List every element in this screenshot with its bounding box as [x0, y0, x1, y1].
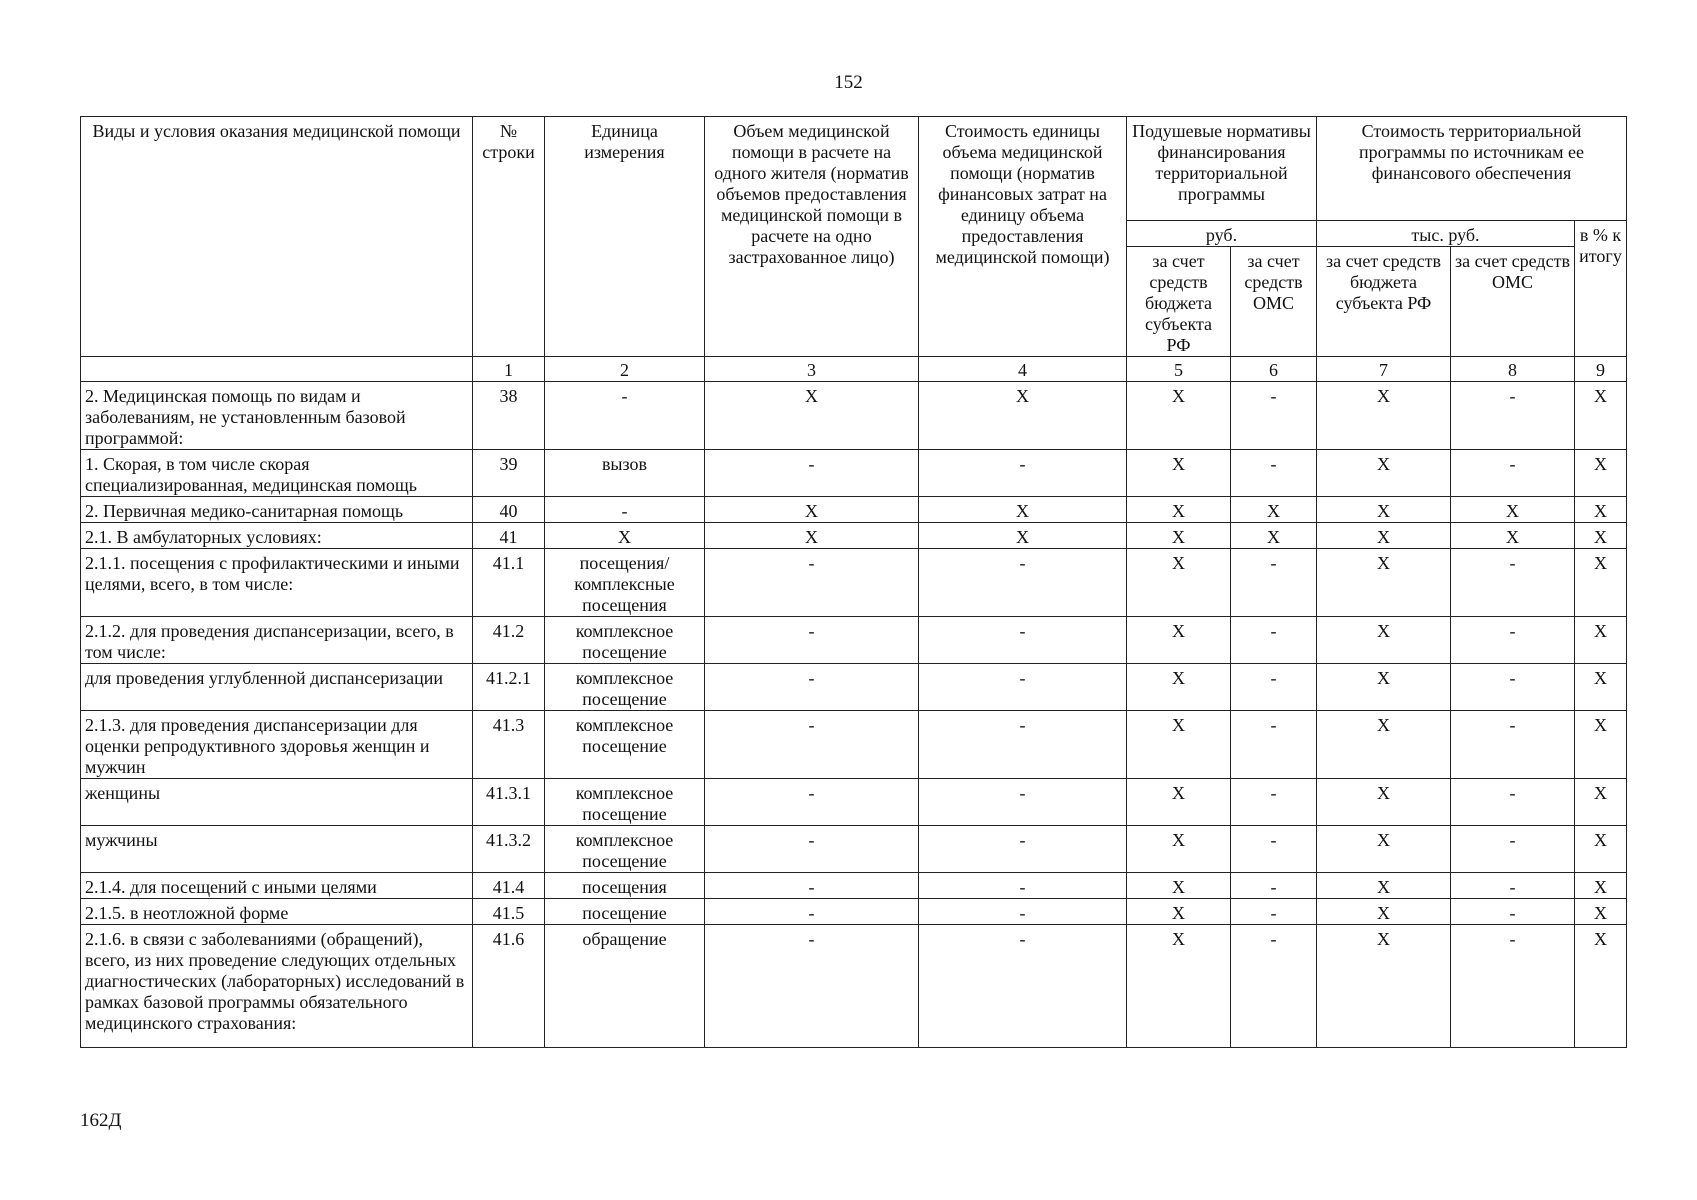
row-cost-budget: X	[1317, 523, 1451, 549]
row-label: женщины	[81, 779, 473, 826]
row-unit-cost: -	[919, 711, 1127, 779]
row-cost-oms: -	[1451, 664, 1575, 711]
row-cost-budget: X	[1317, 497, 1451, 523]
row-label: 1. Скорая, в том числе скорая специализированная, медицинская помощь	[81, 450, 473, 497]
row-label: 2. Первичная медико-санитарная помощь	[81, 497, 473, 523]
column-number-row	[81, 357, 1627, 382]
row-per-capita-oms: -	[1231, 664, 1317, 711]
row-cost-oms: -	[1451, 711, 1575, 779]
table-row	[81, 899, 1627, 925]
table-row	[81, 450, 1627, 497]
row-label: 2.1.5. в неотложной форме	[81, 899, 473, 925]
row-unit: обращение	[545, 925, 705, 1048]
row-volume: -	[705, 826, 919, 873]
row-per-capita-oms: -	[1231, 925, 1317, 1048]
row-pct-total: X	[1575, 450, 1627, 497]
row-cost-oms: -	[1451, 826, 1575, 873]
row-volume: X	[705, 497, 919, 523]
row-cost-oms: -	[1451, 549, 1575, 617]
row-unit-cost: -	[919, 899, 1127, 925]
row-per-capita-oms: -	[1231, 779, 1317, 826]
column-number: 4	[919, 357, 1127, 382]
row-cost-oms: X	[1451, 497, 1575, 523]
row-label: мужчины	[81, 826, 473, 873]
row-pct-total: X	[1575, 779, 1627, 826]
row-label: для проведения углубленной диспансеризации	[81, 664, 473, 711]
row-unit-cost: X	[919, 523, 1127, 549]
table-body	[81, 382, 1627, 1048]
row-label: 2. Медицинская помощь по видам и заболеваниям, не установленным базовой программой:	[81, 382, 473, 450]
row-cost-budget: X	[1317, 549, 1451, 617]
header-row-1	[81, 117, 1627, 221]
table-row	[81, 925, 1627, 1048]
row-per-capita-oms: -	[1231, 826, 1317, 873]
row-volume: -	[705, 617, 919, 664]
row-label: 2.1.4. для посещений с иными целями	[81, 873, 473, 899]
row-cost-budget: X	[1317, 899, 1451, 925]
row-unit-cost: -	[919, 450, 1127, 497]
row-unit: комплексное посещение	[545, 711, 705, 779]
row-per-capita-budget: X	[1127, 382, 1231, 450]
row-number: 39	[473, 450, 545, 497]
row-pct-total: X	[1575, 549, 1627, 617]
row-unit: посещения/ комплексные посещения	[545, 549, 705, 617]
header-kind: Виды и условия оказания медицинской помощи	[81, 117, 473, 357]
row-per-capita-oms: -	[1231, 549, 1317, 617]
table-row	[81, 826, 1627, 873]
row-number: 41.6	[473, 925, 545, 1048]
row-number: 41.1	[473, 549, 545, 617]
row-cost-oms: -	[1451, 779, 1575, 826]
row-cost-oms: -	[1451, 450, 1575, 497]
row-number: 41.5	[473, 899, 545, 925]
header-row-no: № строки	[473, 117, 545, 357]
row-label: 2.1. В амбулаторных условиях:	[81, 523, 473, 549]
column-number: 7	[1317, 357, 1451, 382]
row-volume: X	[705, 382, 919, 450]
row-volume: -	[705, 873, 919, 899]
header-volume: Объем медицинской помощи в расчете на одного жителя (норматив объемов предоставления медицинской помощи в расчете на одно застрахованное лицо)	[705, 117, 919, 357]
row-volume: -	[705, 450, 919, 497]
row-cost-oms: X	[1451, 523, 1575, 549]
row-cost-oms: -	[1451, 899, 1575, 925]
row-unit-cost: -	[919, 664, 1127, 711]
table-row	[81, 873, 1627, 899]
row-number: 41.2	[473, 617, 545, 664]
row-cost-oms: -	[1451, 617, 1575, 664]
row-per-capita-oms: X	[1231, 523, 1317, 549]
row-cost-budget: X	[1317, 826, 1451, 873]
row-pct-total: X	[1575, 899, 1627, 925]
row-per-capita-budget: X	[1127, 664, 1231, 711]
row-unit-cost: -	[919, 873, 1127, 899]
table-row	[81, 617, 1627, 664]
row-unit: комплексное посещение	[545, 617, 705, 664]
row-unit: -	[545, 497, 705, 523]
row-cost-budget: X	[1317, 873, 1451, 899]
row-per-capita-budget: X	[1127, 873, 1231, 899]
row-cost-oms: -	[1451, 382, 1575, 450]
row-volume: X	[705, 523, 919, 549]
row-unit: вызов	[545, 450, 705, 497]
row-label: 2.1.3. для проведения диспансеризации для оценки репродуктивного здоровья женщин и мужчин	[81, 711, 473, 779]
row-volume: -	[705, 711, 919, 779]
row-per-capita-budget: X	[1127, 779, 1231, 826]
row-per-capita-oms: -	[1231, 617, 1317, 664]
row-per-capita-oms: -	[1231, 873, 1317, 899]
row-unit: посещения	[545, 873, 705, 899]
row-pct-total: X	[1575, 382, 1627, 450]
row-per-capita-budget: X	[1127, 617, 1231, 664]
header-cost-budget: за счет средств бюджета субъекта РФ	[1317, 247, 1451, 357]
footer-code: 162Д	[80, 1110, 122, 1131]
row-number: 40	[473, 497, 545, 523]
header-per-capita: Подушевые нормативы финансирования территориальной программы	[1127, 117, 1317, 221]
row-unit: комплексное посещение	[545, 779, 705, 826]
row-pct-total: X	[1575, 826, 1627, 873]
column-number: 9	[1575, 357, 1627, 382]
row-unit-cost: X	[919, 497, 1127, 523]
page-number: 152	[834, 72, 863, 93]
row-cost-oms: -	[1451, 873, 1575, 899]
row-label: 2.1.2. для проведения диспансеризации, всего, в том числе:	[81, 617, 473, 664]
row-unit: посещение	[545, 899, 705, 925]
row-unit: комплексное посещение	[545, 826, 705, 873]
header-rub: руб.	[1127, 221, 1317, 247]
row-cost-oms: -	[1451, 925, 1575, 1048]
row-pct-total: X	[1575, 664, 1627, 711]
row-unit: X	[545, 523, 705, 549]
row-per-capita-oms: -	[1231, 899, 1317, 925]
column-number: 1	[473, 357, 545, 382]
header-per-capita-oms: за счет средств ОМС	[1231, 247, 1317, 357]
row-unit-cost: -	[919, 617, 1127, 664]
territorial-program-table	[80, 116, 1627, 1048]
row-volume: -	[705, 925, 919, 1048]
row-pct-total: X	[1575, 925, 1627, 1048]
row-pct-total: X	[1575, 497, 1627, 523]
header-pct-total: в % к итогу	[1575, 221, 1627, 357]
row-number: 41	[473, 523, 545, 549]
column-number: 6	[1231, 357, 1317, 382]
row-number: 41.4	[473, 873, 545, 899]
row-number: 41.3.1	[473, 779, 545, 826]
row-unit: комплексное посещение	[545, 664, 705, 711]
column-number: 8	[1451, 357, 1575, 382]
row-per-capita-budget: X	[1127, 523, 1231, 549]
column-number: 2	[545, 357, 705, 382]
header-cost-oms: за счет средств ОМС	[1451, 247, 1575, 357]
row-pct-total: X	[1575, 873, 1627, 899]
column-number-blank	[81, 357, 473, 382]
row-per-capita-oms: -	[1231, 711, 1317, 779]
row-pct-total: X	[1575, 617, 1627, 664]
row-unit-cost: X	[919, 382, 1127, 450]
row-cost-budget: X	[1317, 711, 1451, 779]
table-row	[81, 549, 1627, 617]
header-per-capita-budget: за счет средств бюджета субъекта РФ	[1127, 247, 1231, 357]
row-label: 2.1.6. в связи с заболеваниями (обращений), всего, из них проведение следующих отдельных диагностических (лабораторных) исследований в рамках базовой программы обязательного медицинского страхования:	[81, 925, 473, 1048]
row-cost-budget: X	[1317, 382, 1451, 450]
header-thous-rub: тыс. руб.	[1317, 221, 1575, 247]
row-per-capita-budget: X	[1127, 925, 1231, 1048]
table-row	[81, 497, 1627, 523]
table-row	[81, 664, 1627, 711]
row-per-capita-budget: X	[1127, 899, 1231, 925]
row-per-capita-budget: X	[1127, 826, 1231, 873]
header-territorial-cost: Стоимость территориальной программы по источникам ее финансового обеспечения	[1317, 117, 1627, 221]
row-per-capita-oms: -	[1231, 450, 1317, 497]
row-unit-cost: -	[919, 925, 1127, 1048]
row-cost-budget: X	[1317, 779, 1451, 826]
row-cost-budget: X	[1317, 664, 1451, 711]
header-unit: Единица измерения	[545, 117, 705, 357]
column-number: 3	[705, 357, 919, 382]
row-unit-cost: -	[919, 779, 1127, 826]
row-per-capita-budget: X	[1127, 450, 1231, 497]
row-per-capita-oms: -	[1231, 382, 1317, 450]
table-row	[81, 779, 1627, 826]
row-volume: -	[705, 549, 919, 617]
row-unit-cost: -	[919, 549, 1127, 617]
row-cost-budget: X	[1317, 925, 1451, 1048]
row-label: 2.1.1. посещения с профилактическими и иными целями, всего, в том числе:	[81, 549, 473, 617]
row-per-capita-budget: X	[1127, 549, 1231, 617]
row-cost-budget: X	[1317, 450, 1451, 497]
table-row	[81, 523, 1627, 549]
table-row	[81, 382, 1627, 450]
column-number: 5	[1127, 357, 1231, 382]
row-per-capita-budget: X	[1127, 711, 1231, 779]
header-cost-unit: Стоимость единицы объема медицинской помощи (норматив финансовых затрат на единицу объема предоставления медицинской помощи)	[919, 117, 1127, 357]
row-unit: -	[545, 382, 705, 450]
row-number: 41.3.2	[473, 826, 545, 873]
row-per-capita-budget: X	[1127, 497, 1231, 523]
table-row	[81, 711, 1627, 779]
row-cost-budget: X	[1317, 617, 1451, 664]
row-number: 41.2.1	[473, 664, 545, 711]
row-volume: -	[705, 779, 919, 826]
row-volume: -	[705, 899, 919, 925]
row-per-capita-oms: X	[1231, 497, 1317, 523]
row-unit-cost: -	[919, 826, 1127, 873]
row-volume: -	[705, 664, 919, 711]
row-pct-total: X	[1575, 523, 1627, 549]
row-number: 41.3	[473, 711, 545, 779]
row-number: 38	[473, 382, 545, 450]
row-pct-total: X	[1575, 711, 1627, 779]
